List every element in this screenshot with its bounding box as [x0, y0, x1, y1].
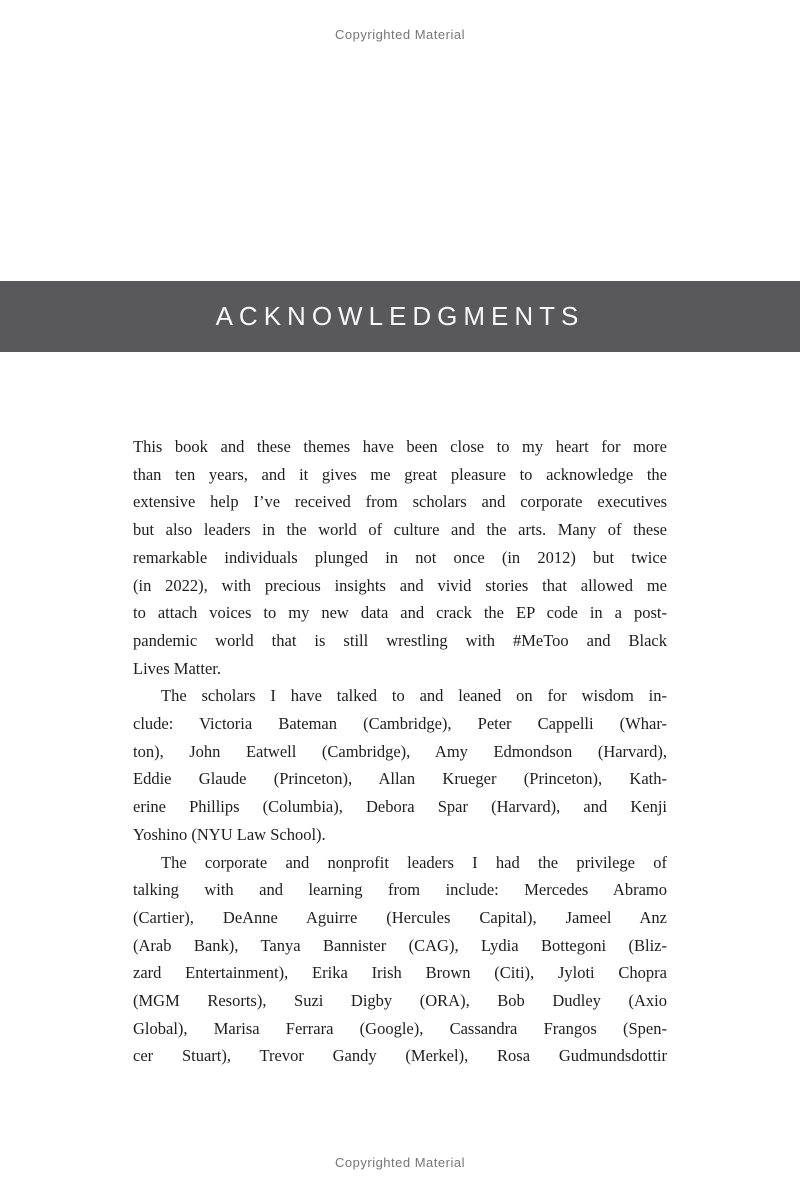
text-line: cer Stuart), Trevor Gandy (Merkel), Rosa Gudmundsdottir — [133, 1046, 667, 1066]
chapter-heading-banner — [0, 281, 800, 352]
text-line: The corporate and nonprofit leaders I had the privilege of — [161, 852, 667, 872]
text-line: Lives Matter. — [133, 658, 221, 678]
text-line: (MGM Resorts), Suzi Digby (ORA), Bob Dudley (Axio — [133, 991, 667, 1011]
copyright-notice-top: Copyrighted Material — [335, 27, 465, 42]
text-line: The scholars I have talked to and leaned on for wisdom in- — [161, 686, 667, 706]
text-line: (Arab Bank), Tanya Bannister (CAG), Lydia Bottegoni (Bliz- — [133, 935, 667, 955]
body-text — [133, 433, 667, 1070]
text-line: extensive help I’ve received from scholars and corporate executives — [133, 492, 667, 512]
text-line: erine Phillips (Columbia), Debora Spar (Harvard), and Kenji — [133, 797, 667, 817]
text-line: This book and these themes have been close to my heart for more — [133, 437, 667, 456]
chapter-title: ACKNOWLEDGMENTS — [215, 301, 585, 331]
text-line: but also leaders in the world of culture and the arts. Many of these — [133, 520, 667, 540]
text-line: (in 2022), with precious insights and vivid stories that allowed me — [133, 575, 667, 595]
text-line: clude: Victoria Bateman (Cambridge), Peter Cappelli (Whar- — [133, 714, 667, 734]
copyright-notice-bottom: Copyrighted Material — [335, 1155, 465, 1170]
text-line: zard Entertainment), Erika Irish Brown (Citi), Jyloti Chopra — [133, 963, 667, 983]
text-line: Yoshino (NYU Law School). — [133, 824, 326, 844]
text-line: (Cartier), DeAnne Aguirre (Hercules Capital), Jameel Anz — [133, 907, 667, 927]
text-line: to attach voices to my new data and crack the EP code in a post- — [133, 603, 667, 623]
text-line: remarkable individuals plunged in not once (in 2012) but twice — [133, 547, 667, 567]
text-line: talking with and learning from include: Mercedes Abramo — [133, 880, 667, 900]
text-line: than ten years, and it gives me great pleasure to acknowledge the — [133, 464, 667, 484]
text-line: Global), Marisa Ferrara (Google), Cassandra Frangos (Spen- — [133, 1018, 667, 1038]
text-line: pandemic world that is still wrestling with #MeToo and Black — [133, 630, 667, 650]
text-line: ton), John Eatwell (Cambridge), Amy Edmondson (Harvard), — [133, 741, 667, 761]
text-line: Eddie Glaude (Princeton), Allan Krueger (Princeton), Kath- — [133, 769, 667, 789]
